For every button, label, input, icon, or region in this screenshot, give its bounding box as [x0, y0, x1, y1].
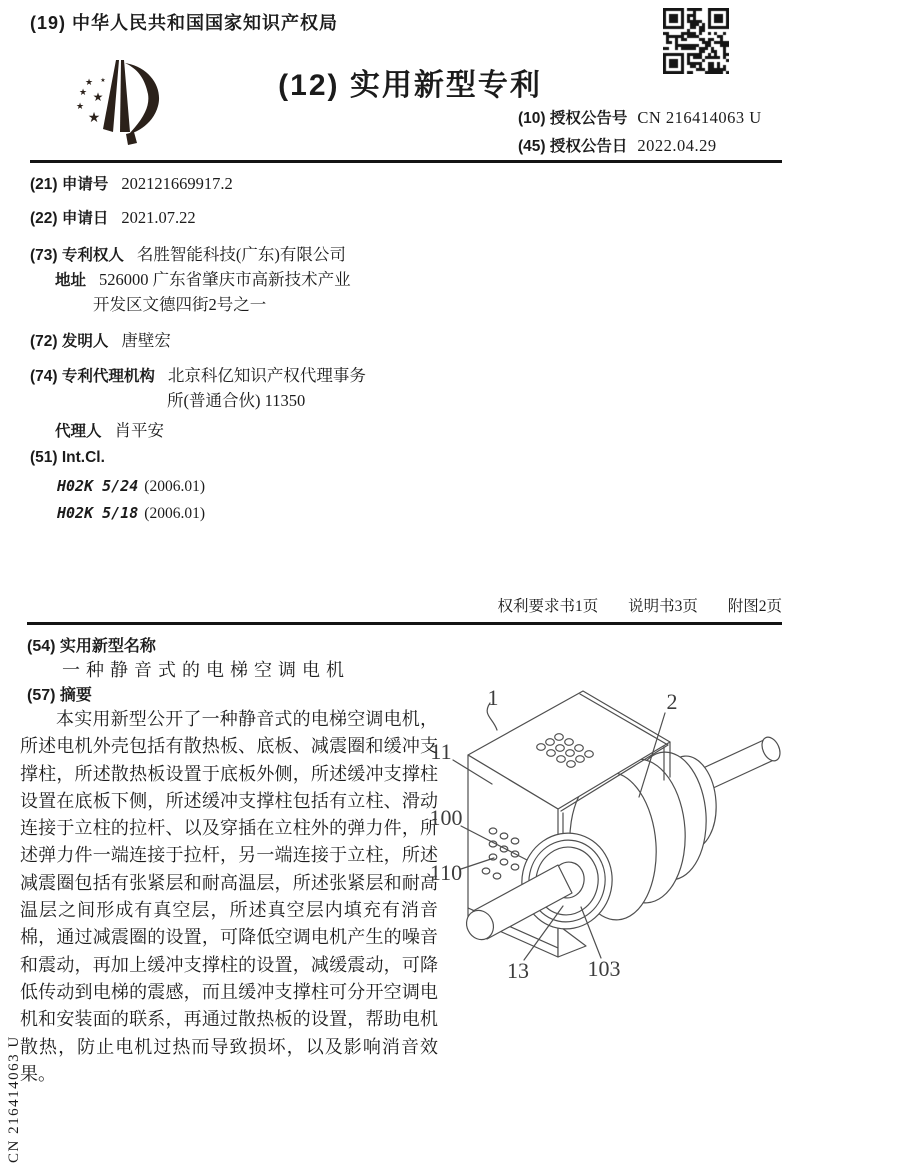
patentee-value: 名胜智能科技(广东)有限公司 — [136, 245, 346, 264]
agency-row-2 — [167, 387, 305, 411]
figure-label-110: 110 — [429, 860, 463, 885]
abstract-text: 本实用新型公开了一种静音式的电梯空调电机，所述电机外壳包括有散热板、底板、减震圈和缓冲支撑柱，所述散热板设置于底板外侧，所述缓冲支撑柱设置在底板下侧，所述缓冲支撑柱包括有立柱、滑动连接于立柱的拉杆、以及穿插在立柱外的弹力件，所述弹力件一端连接于拉杆，另一端连接于立柱，所述减震圈包括有张紧层和耐高温层，所述张紧层和耐高温层之间形成有真空层，所述真空层内填充有消音棉，通过减震圈的设置，可降低空调电机产生的噪音和震动，再加上缓冲支撑柱的设置，减缓震动，可降低传动到电梯的震感，而且缓冲支撑柱可分开空调电机和安装面的联系，再通过散热板的设置，帮助电机散热，防止电机过热而导致损坏，以及影响消音效果。 — [20, 709, 438, 1084]
agency-label: (74) 专利代理机构 — [30, 368, 155, 385]
intcl-label: (51) Int.Cl. — [30, 449, 105, 466]
svg-text:★: ★ — [100, 78, 106, 84]
header-divider — [30, 160, 782, 163]
application-number-value: 202121669917.2 — [121, 174, 233, 193]
figure-label-100: 100 — [429, 805, 463, 830]
svg-text:★: ★ — [92, 90, 104, 104]
claims-pages: 权利要求书1页 — [497, 598, 599, 615]
figure-label-1: 1 — [487, 685, 499, 710]
svg-text:★: ★ — [84, 77, 94, 87]
address-line1: 526000 广东省肇庆市高新技术产业 — [99, 270, 351, 289]
logo-emblem — [76, 60, 159, 145]
agency-line2: 所(普通合伙) 11350 — [167, 391, 306, 410]
intcl-row — [30, 449, 105, 467]
address-label: 地址 — [55, 272, 87, 289]
publication-number-row — [518, 106, 762, 128]
figure-rear-shaft — [701, 734, 784, 789]
drawings-pages: 附图2页 — [727, 598, 782, 615]
publication-date-row — [518, 134, 717, 156]
agent-label: 代理人 — [55, 423, 102, 440]
svg-text:★: ★ — [75, 101, 85, 111]
svg-text:★: ★ — [78, 87, 88, 97]
application-number-label: (21) 申请号 — [30, 176, 109, 193]
patent-figure — [420, 663, 900, 1008]
agent-value: 肖平安 — [114, 421, 165, 440]
side-document-number: CN 216414063 U — [6, 1035, 22, 1163]
address-row — [55, 266, 351, 290]
inventor-label: (72) 发明人 — [30, 333, 109, 350]
publication-number-value: CN 216414063 U — [637, 108, 762, 127]
intcl-entry-1 — [57, 477, 205, 496]
patentee-row — [30, 241, 346, 265]
agency-row — [30, 362, 366, 386]
issuing-office: (19) 中华人民共和国国家知识产权局 — [30, 13, 339, 33]
page-counts — [497, 594, 782, 616]
ipc-version-1: (2006.01) — [144, 478, 205, 495]
figure-label-13: 13 — [507, 958, 529, 983]
title-section-label: (54) 实用新型名称 — [27, 638, 156, 655]
cnipa-logo — [70, 54, 170, 149]
agent-row — [55, 417, 164, 441]
description-pages: 说明书3页 — [628, 598, 698, 615]
document-type-title: (12) 实用新型专利 — [278, 69, 542, 102]
patentee-label: (73) 专利权人 — [30, 247, 124, 264]
publication-number-label: (10) 授权公告号 — [518, 110, 628, 127]
abstract-section-label: (57) 摘要 — [27, 687, 92, 704]
ipc-code-2: H02K 5/18 — [57, 504, 139, 522]
invention-title: 一种静音式的电梯空调电机 — [62, 660, 350, 680]
inventor-value: 唐壁宏 — [121, 331, 171, 350]
intcl-entry-2 — [57, 504, 205, 523]
filing-date-row — [30, 206, 196, 228]
inventor-row — [30, 327, 171, 351]
address-line2: 开发区文德四街2号之一 — [93, 295, 267, 314]
address-row-2 — [93, 291, 266, 315]
qr-code — [663, 8, 729, 74]
publication-date-label: (45) 授权公告日 — [518, 138, 628, 155]
svg-text:★: ★ — [87, 111, 101, 126]
publication-date-value: 2022.04.29 — [637, 136, 717, 155]
agency-line1: 北京科亿知识产权代理事务 — [167, 366, 366, 385]
application-number-row — [30, 172, 233, 194]
figure-label-2: 2 — [666, 689, 678, 714]
filing-date-label: (22) 申请日 — [30, 210, 109, 227]
filing-date-value: 2021.07.22 — [121, 208, 196, 227]
section-divider — [27, 622, 782, 625]
figure-label-11: 11 — [430, 739, 452, 764]
figure-label-103: 103 — [587, 956, 621, 981]
ipc-code-1: H02K 5/24 — [57, 477, 139, 495]
ipc-version-2: (2006.01) — [144, 505, 205, 522]
